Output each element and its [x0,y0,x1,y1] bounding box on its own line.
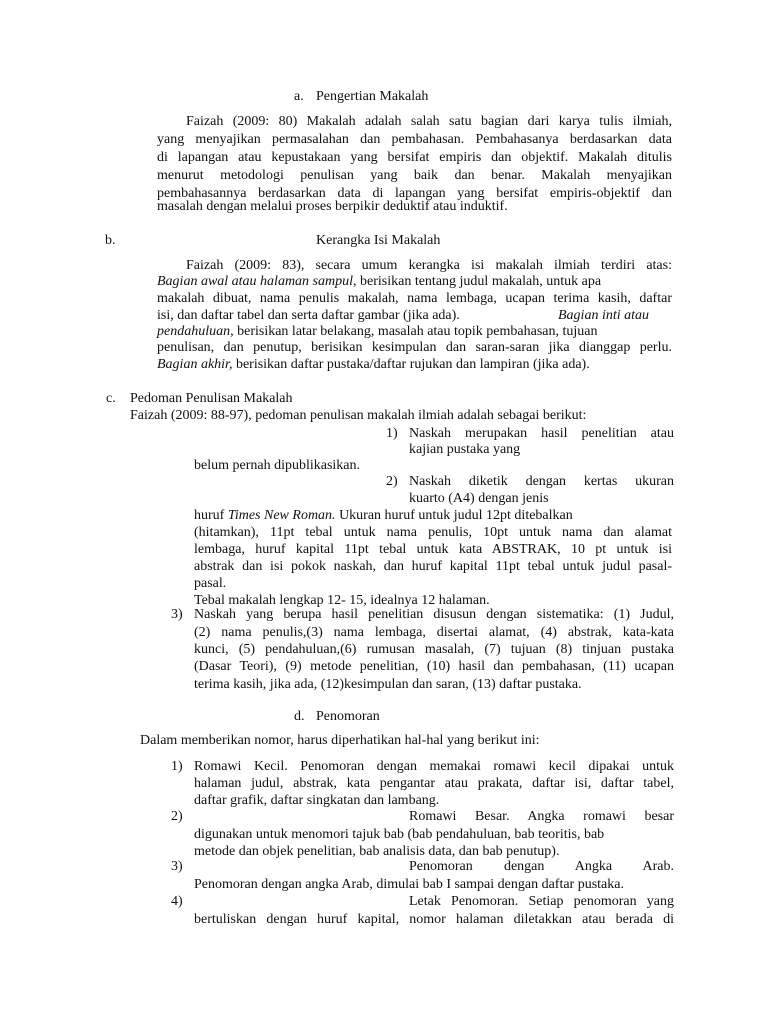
section-c-intro: Faizah (2009: 88-97), pedoman penulisan makalah ilmiah adalah sebagai berikut: [130,408,587,423]
list-item-text: abstrak dan isi pokok naskah, dan huruf kapital 11pt tebal untuk judul pasal- [194,559,672,574]
list-item-text: kuarto (A4) dengan jenis [409,491,549,506]
list-item-text: Naskah diketik dengan kertas ukuran [409,474,674,489]
section-d-intro: Dalam memberikan nomor, harus diperhatikan hal-hal yang berikut ini: [140,733,540,748]
paragraph-line: masalah dengan melalui proses berpikir deduktif atau induktif. [157,199,508,214]
text-run: Ukuran huruf untuk judul 12pt ditebalkan [339,508,573,523]
list-number: 3) [171,859,183,874]
list-number: 1) [386,426,398,441]
italic-term: pendahuluan, [157,324,234,339]
paragraph-line: menurut metodologi penulisan yang baik dan benar. Makalah menyajikan [157,168,672,183]
paragraph-line [157,356,590,374]
paragraph-line: pembahasannya berdasarkan data di lapangan yang bersifat empiris-objektif dan [157,186,672,201]
list-number: 2) [171,809,183,824]
paragraph-line: penulisan, dan penutup, berisikan kesimpulan dan saran-saran jika dianggap perlu. [157,340,672,355]
list-item-text: Penomoran dengan angka Arab, dimulai bab I sampai dengan daftar pustaka. [194,877,624,892]
list-item-text: daftar grafik, daftar singkatan dan lambang. [194,793,440,808]
list-item-text [194,507,573,525]
list-number: 3) [171,607,183,622]
text-run: isi, dan daftar tabel dan serta daftar gambar (jika ada). [157,308,460,323]
list-number: 4) [171,894,183,909]
paragraph-line: Faizah (2009: 80) Makalah adalah salah satu bagian dari karya tulis ilmiah, [186,114,672,129]
list-item-text: (2) nama penulis,(3) nama lembaga, disertai alamat, (4) abstrak, kata-kata [194,625,674,640]
section-c-label: c. [106,391,116,406]
list-item-text: Penomoran dengan Angka Arab. [409,859,674,874]
list-item-text: Romawi Besar. Angka romawi besar [409,809,674,824]
list-item-text: Romawi Kecil. Penomoran dengan memakai romawi kecil dipakai untuk [194,759,674,774]
section-d-title: Penomoran [316,709,380,724]
text-run: huruf [194,508,225,523]
list-item-text: kunci, (5) pendahuluan,(6) rumusan masalah, (7) tujuan (8) tinjuan pustaka [194,642,674,657]
list-item-text: (Dasar Teori), (9) metode penelitian, (10) hasil dan pembahasan, (11) ucapan [194,659,674,674]
text-run: , berisikan tentang judul makalah, untuk apa [353,274,602,289]
list-item-text: Letak Penomoran. Setiap penomoran yang [409,894,674,909]
list-item-text: (hitamkan), 11pt tebal untuk nama penulis, 10pt untuk nama dan alamat [194,525,672,540]
list-item-text: pasal. [194,576,227,591]
list-item-text: belum pernah dipublikasikan. [194,458,361,473]
list-item-text: Naskah yang berupa hasil penelitian disusun dengan sistematika: (1) Judul, [194,607,674,622]
italic-term: Bagian akhir, [157,357,233,372]
list-item-text: terima kasih, jika ada, (12)kesimpulan dan saran, (13) daftar pustaka. [194,677,582,692]
list-number: 2) [386,474,398,489]
paragraph-line: di lapangan atau kepustakaan yang bersifat empiris dan objektif. Makalah ditulis [157,150,672,165]
list-item-text: Tebal makalah lengkap 12- 15, idealnya 12 halaman. [194,593,490,608]
paragraph-line [157,273,601,291]
paragraph-line: yang menyajikan permasalahan dan pembahasan. Pembahasanya berdasarkan data [157,132,672,147]
section-a-label: a. [294,89,304,104]
list-item-text: bertuliskan dengan huruf kapital, nomor halaman diletakkan atau berada di [194,912,674,927]
list-item-text: kajian pustaka yang [409,442,521,457]
list-item-text: metode dan objek penelitian, bab analisis data, dan bab penutup). [194,844,560,859]
list-item-text: halaman judul, abstrak, kata pengantar atau prakata, daftar isi, daftar tabel, [194,776,674,791]
list-number: 1) [171,759,183,774]
paragraph-line: Faizah (2009: 83), secara umum kerangka isi makalah ilmiah terdiri atas: [186,258,672,273]
list-item-text: Naskah merupakan hasil penelitian atau [409,426,674,441]
text-run: berisikan latar belakang, masalah atau topik pembahasan, tujuan [237,324,598,339]
list-item-text: lembaga, huruf kapital 11pt tebal untuk kata ABSTRAK, 10 pt untuk isi [194,542,672,557]
section-a-title: Pengertian Makalah [316,89,429,104]
section-b-label: b. [105,233,116,248]
text-run: berisikan daftar pustaka/daftar rujukan dan lampiran (jika ada). [235,357,590,372]
italic-term: Times New Roman. [227,508,336,523]
italic-term: Bagian awal atau halaman sampul [157,274,354,289]
section-b-title: Kerangka Isi Makalah [316,233,441,248]
italic-term: Bagian inti atau [558,308,649,323]
section-d-label: d. [294,709,305,724]
section-c-title: Pedoman Penulisan Makalah [130,391,293,406]
paragraph-line: makalah dibuat, nama penulis makalah, nama lembaga, ucapan terima kasih, daftar [157,291,672,306]
list-item-text: digunakan untuk menomori tajuk bab (bab pendahuluan, bab teoritis, bab [194,827,605,842]
